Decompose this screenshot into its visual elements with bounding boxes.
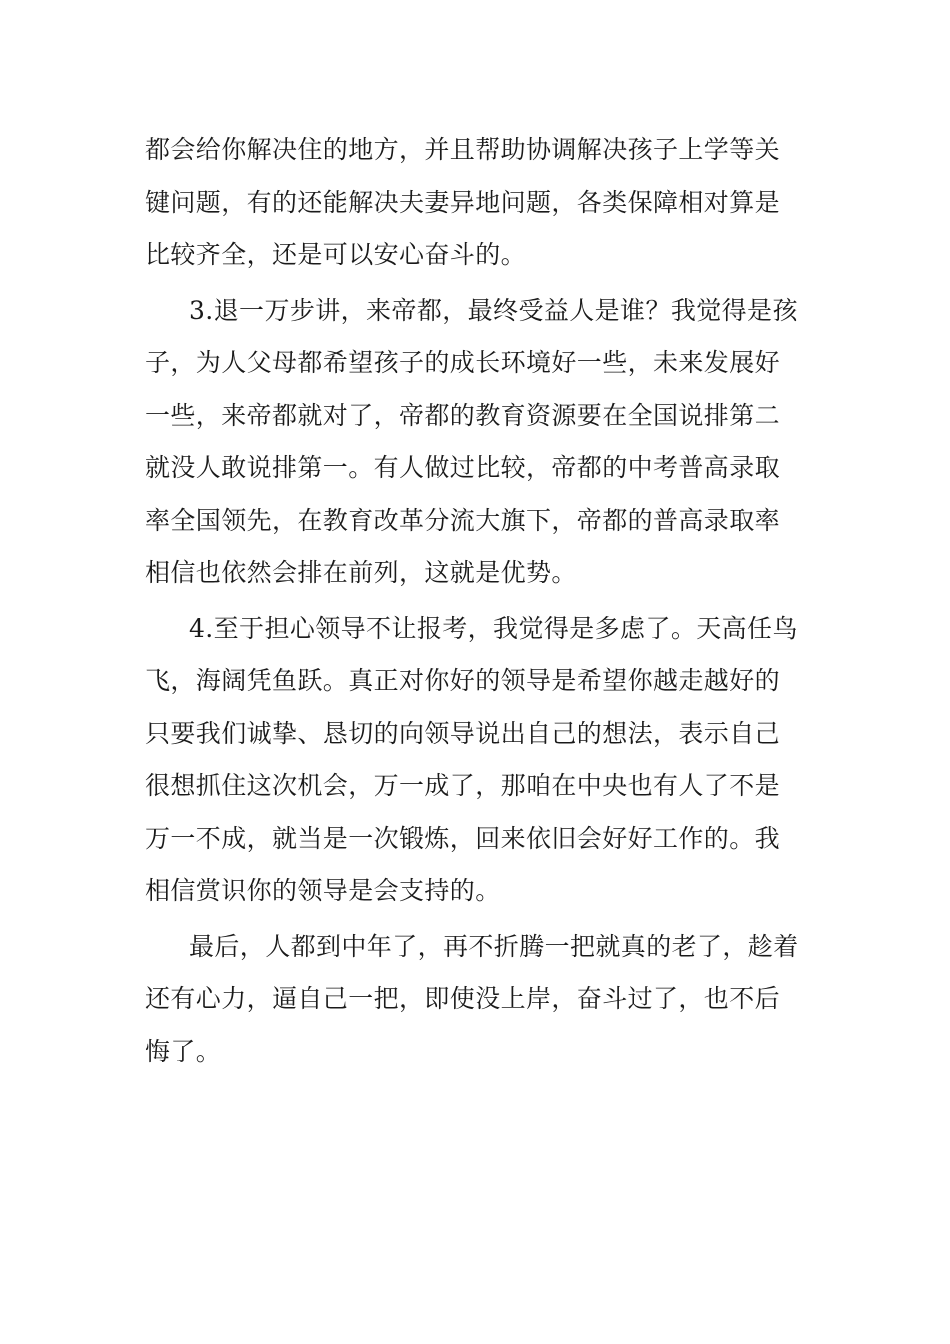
text-line: 4.至于担心领导不让报考，我觉得是多虑了。天高任鸟 [189, 613, 798, 643]
text-line: 3.退一万步讲，来帝都，最终受益人是谁？我觉得是孩 [189, 295, 798, 325]
text-line: 万一不成，就当是一次锻炼，回来依旧会好好工作的。我 [145, 823, 781, 853]
text-line: 很想抓住这次机会，万一成了，那咱在中央也有人了不是 [145, 771, 781, 800]
text-line: 最后，人都到中年了，再不折腾一把就真的老了，趁着 [189, 931, 799, 961]
paragraph-1 [145, 124, 813, 282]
text-line: 飞，海阔凭鱼跃。真正对你好的领导是希望你越走越好的 [145, 666, 781, 695]
text-line: 相信也依然会排在前列，这就是优势。 [145, 558, 577, 587]
text-line: 只要我们诚挚、恳切的向领导说出自己的想法，表示自己 [145, 718, 781, 748]
document-body [145, 124, 813, 1078]
text-line: 键问题，有的还能解决夫妻异地问题，各类保障相对算是 [145, 187, 781, 217]
paragraph-3 [145, 603, 813, 918]
text-line: 率全国领先，在教育改革分流大旗下，帝都的普高录取率 [145, 505, 781, 535]
text-line: 就没人敢说排第一。有人做过比较，帝都的中考普高录取 [145, 453, 781, 482]
text-line: 还有心力，逼自己一把，即使没上岸，奋斗过了，也不后 [145, 984, 781, 1013]
paragraph-2 [145, 285, 813, 600]
text-line: 相信赏识你的领导是会支持的。 [145, 876, 501, 905]
text-line: 悔了。 [145, 1036, 222, 1066]
paragraph-4 [145, 921, 813, 1079]
text-line: 一些，来帝都就对了，帝都的教育资源要在全国说排第二 [145, 400, 781, 430]
text-line: 子，为人父母都希望孩子的成长环境好一些，未来发展好 [145, 348, 781, 377]
text-line: 都会给你解决住的地方，并且帮助协调解决孩子上学等关 [145, 135, 781, 164]
text-line: 比较齐全，还是可以安心奋斗的。 [145, 240, 527, 269]
